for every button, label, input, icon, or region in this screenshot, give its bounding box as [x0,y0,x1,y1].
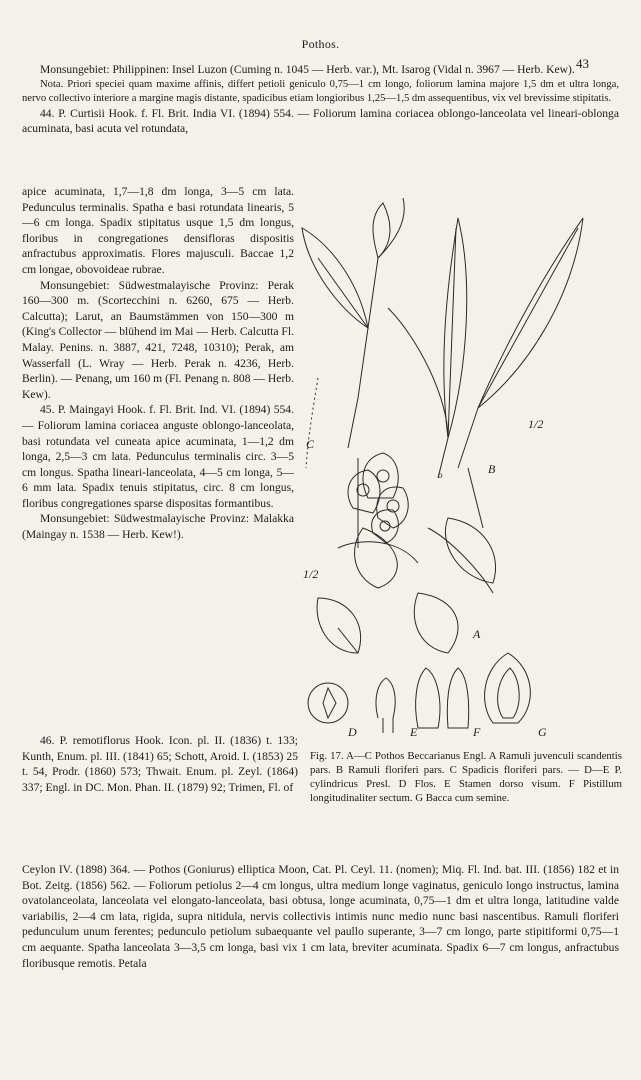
distribution-luzon: Monsungebiet: Philippinen: Insel Luzon (Cuming n. 1045 — Herb. var.), Mt. Isarog (Vidal n. 3967 — Herb. Kew). [40,63,575,76]
fruiting-branch-drawing [317,518,496,653]
nota-paragraph: Nota. Priori speciei quam maxime affinis, differt petioli geniculo 0,75—1 cm longo, foliorum lamina majore 1,5 dm et ultra longa, nervo collectivo interiore a margine magis distante, spadicibus etiam longioribus 1,25—1,5 dm assequentibus, vix vel brevissime stipitatis. [22,78,619,104]
flower-parts-drawing [308,653,530,733]
label-E: E [410,725,418,738]
label-o: o [438,470,443,480]
label-half-2: 1/2 [303,567,319,581]
label-G: G [538,725,547,738]
species-44-distribution: Monsungebiet: Südwestmalayische Provinz: Perak 160—300 m. (Scortecchini n. 6260, 675 — Herb. Calcutta); Larut, an Baumstämmen von 150—300 m (King's Collector — blühend im Mai — Herb. Calcutta Fl. Malay. Penins. n. 3887, 421, 7248, 10310); Perak, am Wasserfall (L. Wray — Herb. Perak n. 4236, Herb. Berlin). — Penang, um 160 m (Fl. Penang n. 808 — Herb. Kew). [22,278,294,401]
top-text-block [22,62,619,137]
species-46-heading: 46. P. remotiflorus Hook. Icon. pl. II. (1836) t. 133; Kunth, Enum. pl. III. (1841) 65; Schott, Aroid. I. (1853) 25 t. 54, Prodr. (1860) 573; Thwait. Enum. pl. Zeyl. (1864) 337; Engl. in DC. Mon. Phan. II. (1879) 92; Trimen, Fl. of [22,734,298,794]
leafy-branch-drawing [302,198,583,528]
label-A: A [473,627,481,641]
label-C: C [306,437,315,451]
left-column-upper [22,184,294,543]
label-F: F [473,725,481,738]
botanical-illustration [298,198,618,738]
label-half-1: 1/2 [528,417,544,431]
species-45-distribution: Monsungebiet: Südwestmalayische Provinz: Malakka (Maingay n. 1538 — Herb. Kew!). [22,512,294,542]
species-45-entry: 45. P. Maingayi Hook. f. Fl. Brit. Ind. VI. (1894) 554. — Foliorum lamina coriacea anguste oblongo-lanceolata, basi rotundata vel cuneata apice acuminata, 1—1,2 dm longa, 2,5—3 cm lata. Pedunculus terminalis circ. 3—5 cm longus. Spatha lineari-lanceolata, 4—5 cm longa, 5—6 mm lata. Spadix tenuis stipitatus, circ. 8 cm longus, floribus congregationes sparse dispositas formantibus. [22,403,294,510]
species-44-heading: 44. P. Curtisii Hook. f. Fl. Brit. India VI. (1894) 554. — Foliorum lamina coriacea oblongo-lanceolata vel lineari-oblonga acuminata, basi acuta vel rotundata, [22,106,619,136]
species-44-description: apice acuminata, 1,7—1,8 dm longa, 3—5 cm lata. Pedunculus terminalis. Spatha e basi rotundata linearis, 5—6 cm longa. Spadix stipitatus usque 1,5 dm longus, floribus in congregationes densifloras dispositis anfractubus approximatis. Flores majusculi. Baccae 1,2 cm longae, obovoideae rubrae. [22,185,294,276]
label-B: B [488,462,496,476]
label-D: D [348,725,357,738]
spadix-drawing [348,453,408,548]
page-number: 43 [576,56,589,71]
figure-caption-text: Fig. 17. A—C Pothos Beccarianus Engl. A Ramuli juvenculi scandentis pars. B Ramuli floriferi pars. C Spadicis floriferi pars. — D—E P. cylindricus Presl. D Flos. E Stamen dorso visum. F Pistillum longitudinaliter sectum. G Bacca cum semine. [310,750,622,804]
species-46-description: Ceylon IV. (1898) 364. — Pothos (Goniurus) elliptica Moon, Cat. Pl. Ceyl. 11. (nomen); Miq. Fl. Ind. bat. III. (1856) 182 et in Bot. Zeitg. (1856) 562. — Foliorum petiolus 2—4 cm longus, ultra medium longe vaginatus, geniculo longo instructus, lamina ovatolanceolata, lanceolata vel elongato-lanceolata, basi obtusa, longe acuminata, 0,75—1 dm et ultra longa, latitudine valde variabilis, 2—4 cm lata, rigida, supra nitidula, nervis collectivis intimis nunc medio nunc basi nascentibus. Ramuli floriferi pedunculum unum ferentes; pedunculo petiolum subaequante vel paullo superante, 3—7 cm longo, parte stipitiformi 0,75—1 cm aequante. Spatha lanceolata 3—3,5 cm longa, basi vix 1 cm lata, breviter acuminata. Spadix 6—7 cm longus, anfractubus floribusque remotis. Petala [22,863,619,970]
left-column-lower [22,733,298,795]
figure-caption [310,749,622,805]
running-header: Pothos. [301,37,340,51]
bottom-text-block [22,862,619,971]
